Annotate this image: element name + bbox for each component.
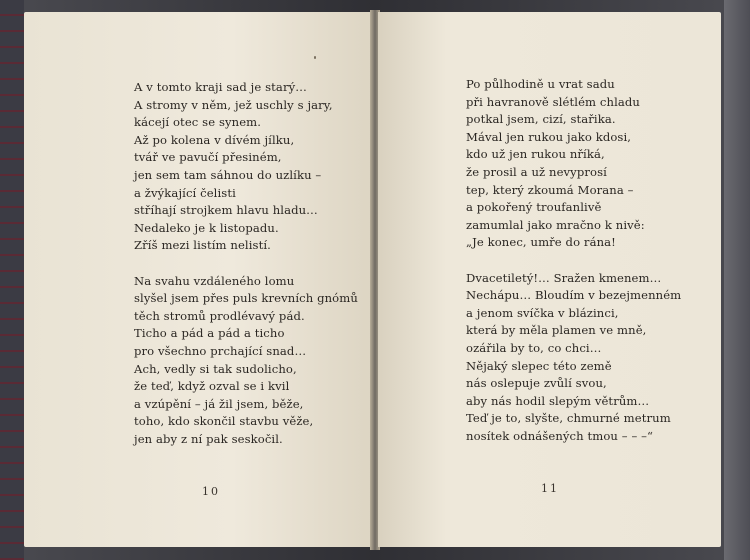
left-page [24,12,372,547]
poem-line: Zříš mezi listím nelistí. [134,238,271,253]
right-page-poem [466,76,681,445]
left-page-number: 10 [202,485,220,498]
poem-line: jen sem tam sáhnou do uzlíku – [134,167,322,182]
poem-line: a vzúpění – já žil jsem, běže, [134,396,304,411]
poem-line: aby nás hodil slepým větrům… [466,393,650,408]
poem-line: „Je konec, umře do rána! [466,235,616,250]
poem-line: Dvacetiletý!… Sražen kmenem… [466,270,662,285]
poem-line: že prosil a už nevyprosí [466,164,607,179]
book-cover-left-edge [0,0,24,560]
book-cover-right-edge [724,0,750,560]
poem-line: Na svahu vzdáleného lomu [134,273,295,288]
poem-line: kácejí otec se synem. [134,115,262,130]
poem-line: stříhají strojkem hlavu hladu… [134,203,318,218]
poem-line: jen aby z ní pak seskočil. [134,431,283,446]
left-page-poem [134,79,358,448]
poem-line: Ticho a pád a pád a ticho [134,326,285,341]
poem-line: Nějaký slepec této země [466,358,612,373]
poem-line: A v tomto kraji sad je starý… [134,80,307,94]
poem-line: nás oslepuje zvůlí svou, [466,376,607,391]
poem-line: A stromy v něm, jež uschly s jary, [134,97,333,112]
poem-line: Po půlhodině u vrat sadu [466,77,615,91]
paper-speck [314,56,316,59]
poem-line: Teď je to, slyšte, chmurné metrum [466,411,671,426]
stanza-break [134,255,358,273]
poem-line: toho, kdo skončil stavbu věže, [134,414,314,429]
poem-line: pro všechno prchající snad… [134,343,307,358]
right-page [378,12,721,547]
poem-line: a žvýkající čelisti [134,185,236,200]
right-page-number: 11 [541,482,559,495]
poem-line: ozářila by to, co chci… [466,340,602,355]
poem-line: těch stromů prodlévavý pád. [134,308,305,323]
poem-line: a jenom svíčka v blázinci, [466,305,619,320]
poem-line: že teď, když ozval se i kvil [134,379,290,394]
poem-line: potkal jsem, cizí, stařika. [466,112,616,127]
poem-line: Ach, vedly si tak sudolicho, [134,361,297,376]
poem-line: při havranově slétlém chladu [466,94,640,109]
poem-line: Nedaleko je k listopadu. [134,220,279,235]
poem-line: Až po kolena v dívém jílku, [134,132,295,147]
stanza-break [466,252,681,270]
poem-line: kdo už jen rukou nříká, [466,147,605,162]
poem-line: tep, který zkoumá Morana – [466,182,634,197]
poem-line: a pokořený troufanlivě [466,200,602,215]
poem-line: Nechápu… Bloudím v bezejmenném [466,288,682,303]
poem-line: která by měla plamen ve mně, [466,323,647,338]
poem-line: slyšel jsem přes puls krevních gnómů [134,291,358,306]
poem-line: zamumlal jako mračno k nivě: [466,217,645,232]
poem-line: nosítek odnášených tmou – – –“ [466,428,654,443]
poem-line: tvář ve pavučí přesiném, [134,150,282,165]
poem-line: Mával jen rukou jako kdosi, [466,129,632,144]
